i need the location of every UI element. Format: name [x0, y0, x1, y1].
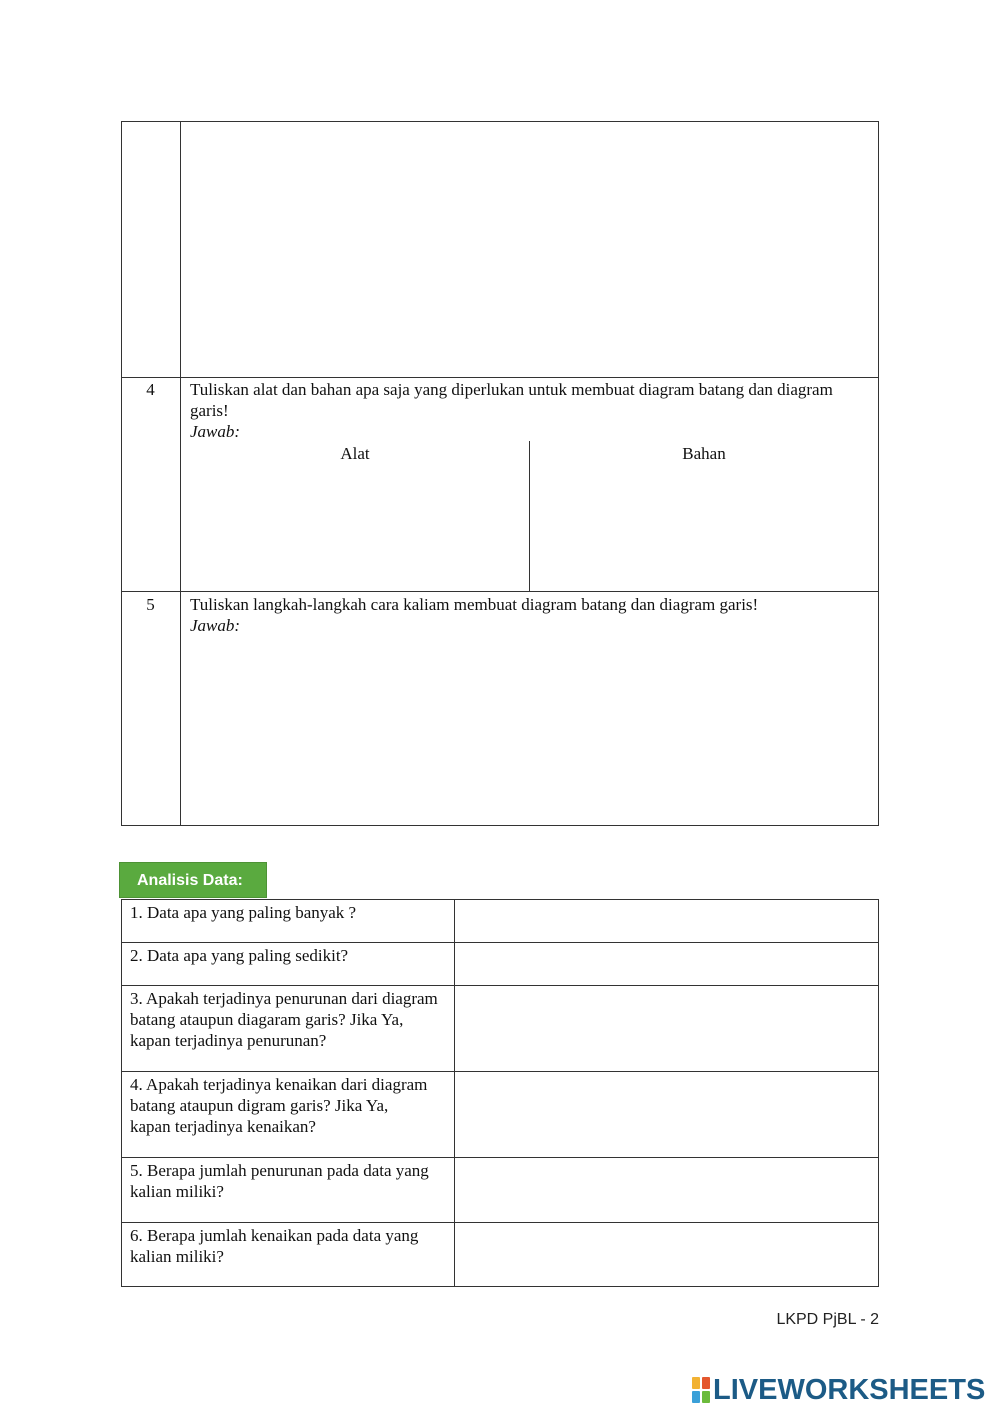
- analysis-answer-field[interactable]: [455, 1072, 878, 1157]
- table-row-divider: [121, 591, 879, 592]
- analysis-answer-field[interactable]: [455, 943, 878, 985]
- analysis-heading: Analisis Data:: [119, 862, 267, 898]
- analysis-question: 2. Data apa yang paling sedikit?: [130, 946, 349, 965]
- page-label: LKPD PjBL - 2: [776, 1311, 879, 1328]
- analysis-question: 1. Data apa yang paling banyak ?: [130, 903, 357, 922]
- analysis-question: 4. Apakah terjadinya kenaikan dari diagram batang ataupun digram garis? Jika Ya, kapan terjadinya kenaikan?: [130, 1075, 428, 1136]
- row-number: 5: [146, 595, 155, 614]
- bahan-header: Bahan: [682, 444, 726, 463]
- analysis-answer-field[interactable]: [455, 1223, 878, 1286]
- analysis-question: 5. Berapa jumlah penurunan pada data yang kalian miliki?: [130, 1161, 429, 1201]
- table-row-divider: [121, 377, 879, 378]
- alat-answer-area[interactable]: [181, 466, 529, 590]
- bahan-answer-area[interactable]: [530, 466, 878, 590]
- liveworksheets-logo-icon: [692, 1377, 710, 1403]
- analysis-answer-field[interactable]: [455, 1158, 878, 1222]
- analysis-answer-field[interactable]: [455, 986, 878, 1071]
- row-3-answer-area[interactable]: [181, 122, 878, 377]
- liveworksheets-logo[interactable]: [692, 1374, 985, 1406]
- row-number: 4: [146, 380, 155, 399]
- brand-name: LIVEWORKSHEETS: [713, 1373, 986, 1406]
- answer-label: Jawab:: [190, 422, 241, 441]
- analysis-question: 3. Apakah terjadinya penurunan dari diagram batang ataupun diagaram garis? Jika Ya, kapan terjadinya penurunan?: [130, 989, 438, 1050]
- analysis-question: 6. Berapa jumlah kenaikan pada data yang kalian miliki?: [130, 1226, 419, 1266]
- steps-answer-area[interactable]: [181, 640, 878, 825]
- question-text: Tuliskan alat dan bahan apa saja yang diperlukan untuk membuat diagram batang dan diagram garis!: [190, 380, 833, 420]
- question-text: Tuliskan langkah-langkah cara kaliam membuat diagram batang dan diagram garis!: [190, 595, 759, 614]
- alat-header: Alat: [340, 444, 370, 463]
- answer-label: Jawab:: [190, 616, 241, 635]
- analysis-answer-field[interactable]: [455, 900, 878, 942]
